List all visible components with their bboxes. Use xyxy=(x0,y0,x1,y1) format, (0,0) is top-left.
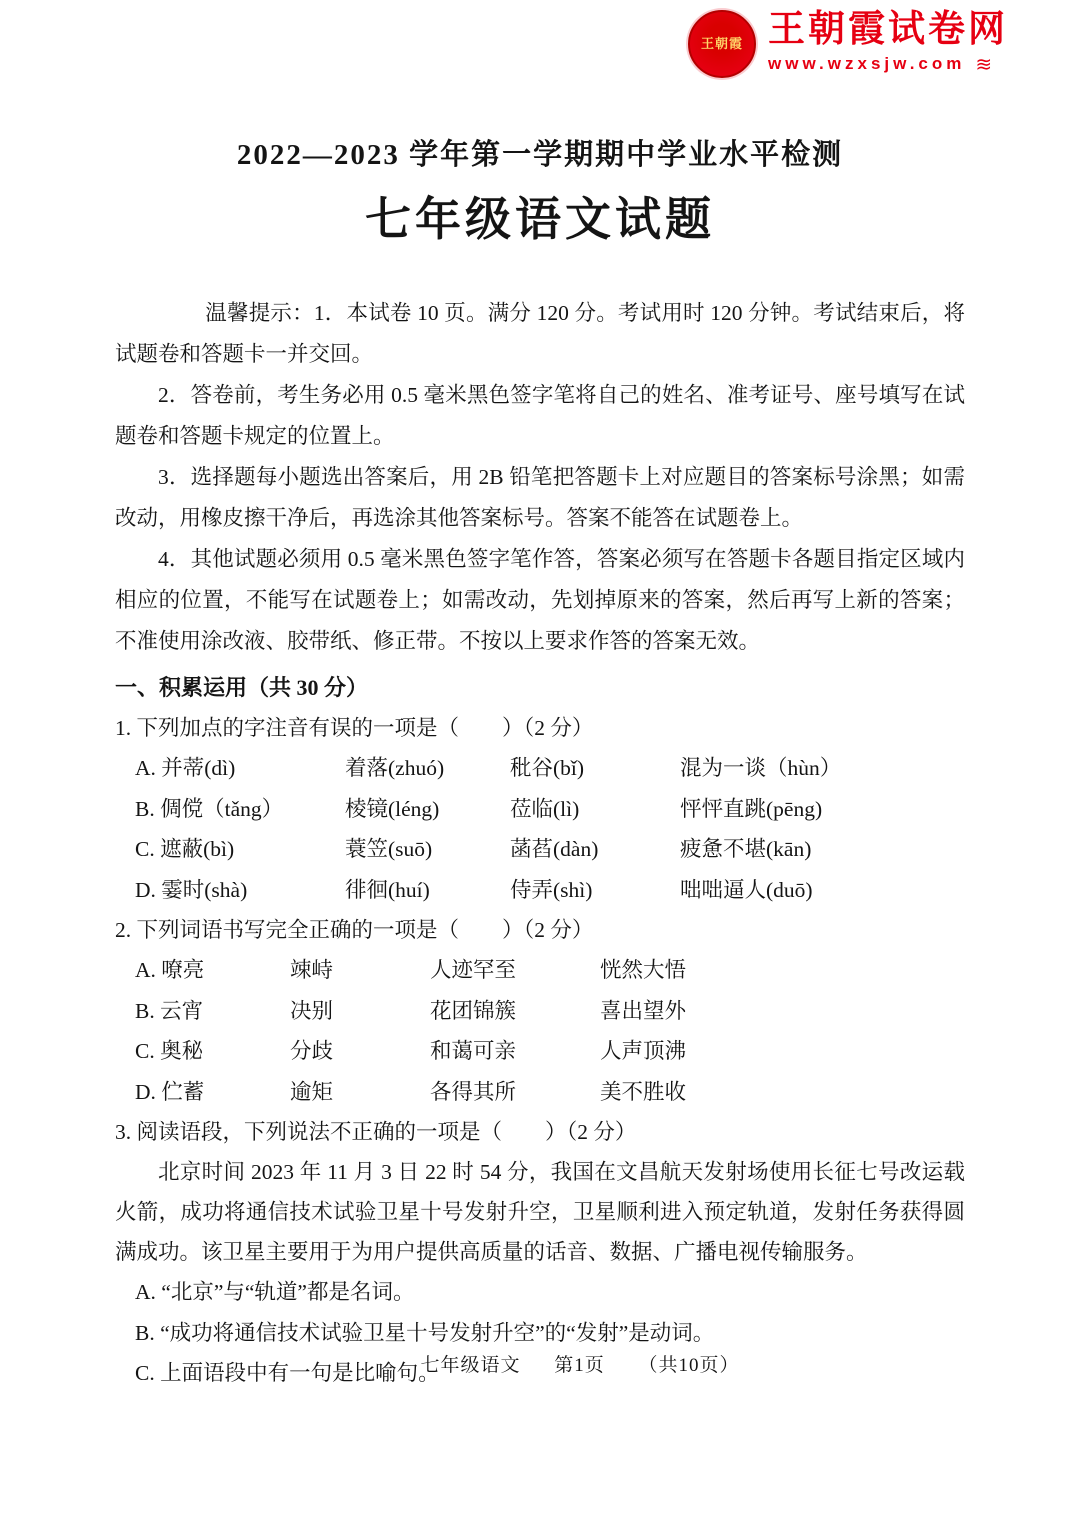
brand-name: 王朝霞试卷网 xyxy=(768,9,1008,51)
footer-subject: 七年级语文 xyxy=(420,1355,521,1376)
question-2-stem: 2. 下列词语书写完全正确的一项是（ ）（2 分） xyxy=(115,918,594,942)
q2-option-a-cell: 竦峙 xyxy=(290,958,334,982)
brand-url-row xyxy=(768,52,990,77)
q2-option-b-cell: 决别 xyxy=(290,998,334,1023)
q1-option-c-cell: C. 遮蔽(bì) xyxy=(135,837,235,861)
q1-option-b-cell: 棱镜(léng) xyxy=(345,796,440,821)
q2-option-b-cell: 喜出望外 xyxy=(600,998,687,1023)
q1-option-a-cell: 秕谷(bǐ) xyxy=(510,756,585,780)
footer-page-number: 第1页 xyxy=(554,1355,605,1376)
page-footer xyxy=(0,1350,1080,1377)
q3-option-b: B. “成功将通信技术试验卫星十号发射升空”的“发射”是动词。 xyxy=(135,1320,715,1345)
q1-option-b-cell: 怦怦直跳(pēng) xyxy=(680,796,823,821)
question-3-passage: 北京时间 2023 年 11 月 3 日 22 时 54 分，我国在文昌航天发射场使用长征七号改运载火箭，成功将通信技术试验卫星十号发射升空，卫星顺利进入预定轨道，发射任务获得圆满成功。该卫星主要用于为用户提供高质量的话音、数据、广播电视传输服务。 xyxy=(115,1160,965,1264)
q1-option-b-cell: B. 倜傥（tǎng） xyxy=(135,796,284,821)
q1-option-d-cell: D. 霎时(shà) xyxy=(135,877,248,902)
logo-seal-icon xyxy=(688,10,756,78)
q2-option-d-cell: 美不胜收 xyxy=(600,1079,687,1104)
section-1-heading: 一、积累运用（共 30 分） xyxy=(115,675,369,700)
paper-title: 七年级语文试题 xyxy=(365,194,715,245)
q2-option-c-cell: 分歧 xyxy=(290,1039,334,1063)
question-1 xyxy=(115,708,965,910)
notice-paragraph-2: 2．答卷前，考生务必用 0.5 毫米黑色签字笔将自己的姓名、准考证号、座号填写在试题卷和答题卡规定的位置上。 xyxy=(115,383,965,448)
q2-option-c-cell: 和蔼可亲 xyxy=(430,1039,517,1063)
q3-option-a: A. “北京”与“轨道”都是名词。 xyxy=(135,1280,415,1304)
question-1-options xyxy=(135,748,965,910)
question-2 xyxy=(115,910,965,1112)
q1-option-c-cell: 疲惫不堪(kān) xyxy=(680,837,812,861)
question-2-options xyxy=(135,950,965,1112)
brand-url: www.wzxsjw.com xyxy=(768,54,966,74)
notice-paragraph-3: 3．选择题每小题选出答案后，用 2B 铅笔把答题卡上对应题目的答案标号涂黑；如需改动，用橡皮擦干净后，再选涂其他答案标号。答案不能答在试题卷上。 xyxy=(115,465,965,530)
exam-session-title: 2022—2023 学年第一学期期中学业水平检测 xyxy=(236,139,844,171)
seal-text: 王朝霞 xyxy=(700,36,743,52)
q2-option-b-cell: B. 云宵 xyxy=(135,998,204,1023)
notice-paragraph-1: 温馨提示：1．本试卷 10 页。满分 120 分。考试用时 120 分钟。考试结束后，将试题卷和答题卡一并交回。 xyxy=(115,301,965,366)
question-3-stem: 3. 阅读语段，下列说法不正确的一项是（ ）（2 分） xyxy=(115,1120,637,1144)
q1-option-c-cell: 菡萏(dàn) xyxy=(510,837,599,861)
q2-option-d-cell: 逾矩 xyxy=(290,1079,334,1104)
q2-option-a-cell: A. 嘹亮 xyxy=(135,958,205,982)
q2-option-d-cell: D. 伫蓄 xyxy=(135,1079,205,1104)
notice-block xyxy=(115,293,965,662)
q1-option-a-cell: A. 并蒂(dì) xyxy=(135,756,236,780)
logo-text-block xyxy=(768,11,1008,77)
question-1-stem: 1. 下列加点的字注音有误的一项是（ ）（2 分） xyxy=(115,716,594,740)
q1-option-d-cell: 咄咄逼人(duō) xyxy=(680,877,813,902)
q1-option-d-cell: 徘徊(huí) xyxy=(345,877,430,902)
q3-option-c: C. 上面语段中有一句是比喻句。 xyxy=(135,1361,440,1385)
q1-option-b-cell: 莅临(lì) xyxy=(510,796,580,821)
q1-option-a-cell: 着落(zhuó) xyxy=(345,756,445,780)
q1-option-d-cell: 侍弄(shì) xyxy=(510,877,593,902)
q2-option-d-cell: 各得其所 xyxy=(430,1079,517,1104)
q1-option-c-cell: 蓑笠(suō) xyxy=(345,837,433,861)
notice-paragraph-4: 4．其他试题必须用 0.5 毫米黑色签字笔作答，答案必须写在答题卡各题目指定区域内相应的位置，不能写在试题卷上；如需改动，先划掉原来的答案，然后再写上新的答案；不准使用涂改液、胶带纸、修正带。不按以上要求作答的答案无效。 xyxy=(115,547,965,653)
footer-page-total: （共10页） xyxy=(638,1355,740,1376)
q2-option-a-cell: 人迹罕至 xyxy=(430,958,517,982)
q2-option-a-cell: 恍然大悟 xyxy=(600,958,687,982)
q1-option-a-cell: 混为一谈（hùn） xyxy=(680,756,842,780)
q2-option-b-cell: 花团锦簇 xyxy=(430,998,517,1023)
site-logo xyxy=(688,10,1008,78)
q2-option-c-cell: 人声顶沸 xyxy=(600,1039,687,1063)
q2-option-c-cell: C. 奥秘 xyxy=(135,1039,204,1063)
wave-decoration-icon: ≋ xyxy=(975,53,991,76)
